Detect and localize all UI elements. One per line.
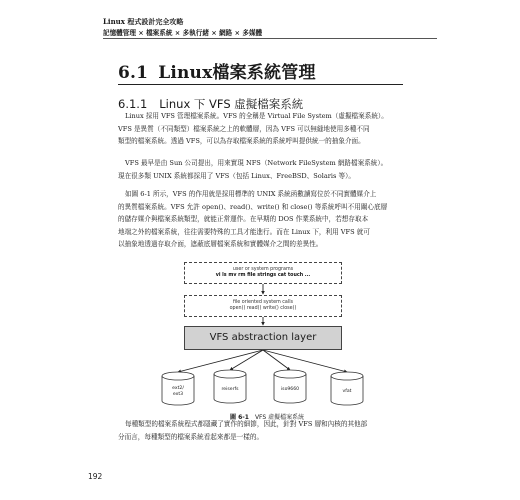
- section-rule: [118, 84, 403, 85]
- system-calls-box: [184, 295, 342, 317]
- user-programs-label: user or system programs: [232, 267, 294, 272]
- book-subtitle: 記憶體管理 × 檔案系統 × 多執行緒 × 網路 × 多媒體: [103, 29, 263, 37]
- paragraph-line: VFS 是異質（不同類型）檔案系統之上的軟體層，因為 VFS 可以無縫地使用多種不同: [118, 124, 370, 133]
- paragraph-line: 每種類型的檔案系統程式都隱藏了實作的細節，因此，針對 VFS 層和內核的其他部: [125, 420, 368, 428]
- paragraph-line: 的儲存媒介與檔案系統類型，就能正常運作。在早期的 DOS 作業系統中，若想存取本: [118, 215, 369, 224]
- fs-label-ext: ext2/ ext3: [172, 386, 184, 397]
- figure-number: 圖 6-1: [230, 414, 249, 421]
- paragraph-line: 分而言，每種類型的檔案系統看起來都是一樣的。: [118, 432, 264, 441]
- fs-label-vfat: vfat: [342, 389, 352, 394]
- arrow-vfs-to-iso9660: [263, 350, 290, 370]
- page-number: 192: [88, 472, 103, 481]
- paragraph-line: 地端之外的檔案系統，往往需要特殊的工具才能進行。而在 Linux 下，利用 VFS 就可: [118, 227, 370, 236]
- section-number: 6.1: [118, 63, 149, 83]
- header-rule: [103, 38, 437, 39]
- paragraph-2: [118, 157, 418, 182]
- section-heading: [118, 58, 316, 83]
- user-programs-box: [184, 262, 342, 284]
- arrow-vfs-to-vfat: [263, 350, 347, 372]
- fs-label-iso9660: iso9660: [280, 387, 300, 392]
- paragraph-line: VFS 最早是由 Sun 公司提出，用來實現 NFS（Network FileSystem 網路檔案系統）。: [125, 159, 388, 167]
- user-programs-list: vi ls mv rm file strings cat touch ...: [215, 273, 311, 278]
- figure-caption-text: VFS 虛擬檔案系統: [254, 414, 305, 421]
- system-calls-label: file oriented system calls: [232, 300, 294, 305]
- arrow-vfs-to-reiserfs: [230, 350, 263, 370]
- system-calls-list: open() read() write() close(): [229, 306, 297, 311]
- paragraph-line: Linux 採用 VFS 管理檔案系統。VFS 的全稱是 Virtual File System（虛擬檔案系統）。: [125, 112, 388, 120]
- paragraph-4: [118, 418, 418, 443]
- arrow-vfs-to-ext: [178, 350, 263, 372]
- paragraph-1: [118, 110, 418, 148]
- paragraph-line: 現在很多類 UNIX 系統都採用了 VFS（包括 Linux、FreeBSD、Solaris 等）。: [118, 171, 355, 180]
- paragraph-line: 以抽象地透過存取介面，遮蔽底層檔案系統和實體媒介之間的差異性。: [118, 240, 323, 249]
- paragraph-line: 的異質檔案系統。VFS 允許 open()、read()、write() 和 close() 等系統呼叫不用關心底層: [118, 202, 388, 211]
- paragraph-3: [118, 188, 418, 251]
- section-title: Linux檔案系統管理: [158, 63, 316, 83]
- vfs-layer-box: VFS abstraction layer: [184, 326, 342, 350]
- subsection-number: 6.1.1: [118, 97, 148, 111]
- paragraph-line: 類型的檔案系統。透過 VFS，可以為存取檔案系統的系統呼叫提供統一的抽象介面。: [118, 137, 365, 146]
- paragraph-line: 如圖 6-1 所示，VFS 的作用就是採用標準的 UNIX 系統函數讀寫位於不同實體媒介上: [125, 190, 377, 198]
- book-title: Linux 程式設計完全攻略: [103, 17, 184, 26]
- vfs-diagram: [150, 255, 380, 410]
- subsection-title: Linux 下 VFS 虛擬檔案系統: [159, 97, 304, 111]
- fs-label-reiserfs: reiserfs: [221, 387, 239, 392]
